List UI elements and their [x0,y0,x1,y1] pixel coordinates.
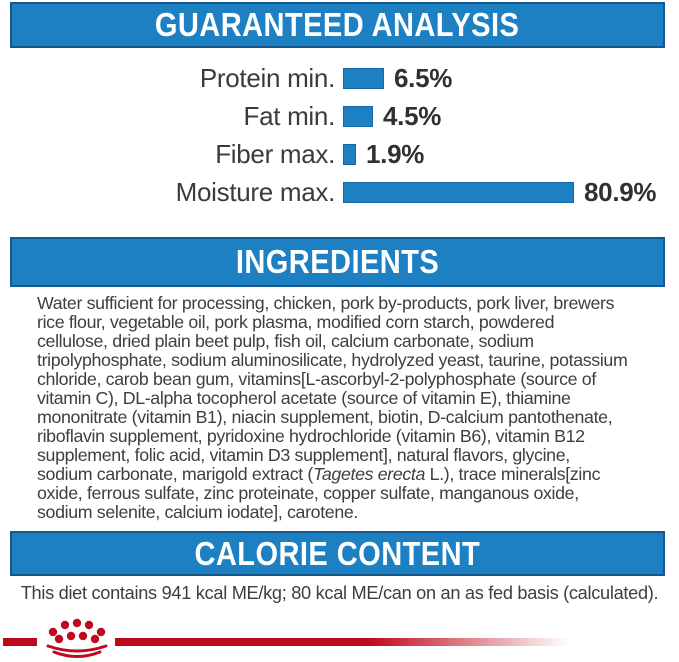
calorie-statement: This diet contains 941 kcal ME/kg; 80 kcal ME/can on an as fed basis (calculated). [20,583,659,603]
ingredients-line: oxide, ferrous sulfate, zinc proteinate, copper sulfate, manganous oxide, [37,483,579,503]
ingredients-line: rice flour, vegetable oil, pork plasma, modified corn starch, powdered [37,312,555,332]
analysis-label: Moisture max. [175,177,335,207]
section-title: GUARANTEED ANALYSIS [155,6,520,43]
ingredients-line: mononitrate (vitamin B1), niacin supplement, biotin, D-calcium pantothenate, [37,407,613,427]
royal-canin-crown-icon [42,616,112,662]
analysis-rows [0,64,679,216]
section-header-guaranteed-analysis [10,2,665,48]
analysis-bar [343,106,373,127]
section-header-calorie-content [10,531,665,576]
ingredients-line: Water sufficient for processing, chicken, pork by-products, pork liver, brewers [37,293,615,313]
red-divider-left [3,638,37,646]
analysis-label: Fat min. [243,101,335,131]
analysis-value: 6.5% [394,63,453,93]
ingredients-line: vitamin C), DL-alpha tocopherol acetate (source of vitamin E), thiamine [37,388,571,408]
section-header-ingredients [10,237,665,287]
ingredients-line: supplement, folic acid, vitamin D3 supplement], natural flavors, glycine, [37,445,570,465]
ingredients-line: cellulose, dried plain beet pulp, fish oil, calcium carbonate, sodium [37,331,534,351]
analysis-row [0,178,679,207]
ingredients-line: riboflavin supplement, pyridoxine hydrochloride (vitamin B6), vitamin B12 [37,426,585,446]
analysis-bar [343,144,356,165]
analysis-bar [343,182,574,203]
analysis-value: 1.9% [366,139,425,169]
analysis-row [0,64,679,93]
analysis-bar [343,68,384,89]
ingredients-paragraph [37,294,662,522]
red-divider-right [115,638,578,646]
section-title: INGREDIENTS [235,243,440,280]
ingredients-line: sodium carbonate, marigold extract (Tagetes erecta L.), trace minerals[zinc [37,464,601,484]
ingredients-line: sodium selenite, calcium iodate], carotene. [37,502,358,522]
ingredients-line: tripolyphosphate, sodium aluminosilicate, hydrolyzed yeast, taurine, potassium [37,350,628,370]
analysis-row [0,102,679,131]
analysis-label: Protein min. [199,63,335,93]
analysis-value: 4.5% [383,101,442,131]
analysis-label: Fiber max. [215,139,335,169]
section-title: CALORIE CONTENT [194,534,481,572]
ingredients-line: chloride, carob bean gum, vitamins[L-ascorbyl-2-polyphosphate (source of [37,369,596,389]
analysis-value: 80.9% [584,177,657,207]
analysis-row [0,140,679,169]
